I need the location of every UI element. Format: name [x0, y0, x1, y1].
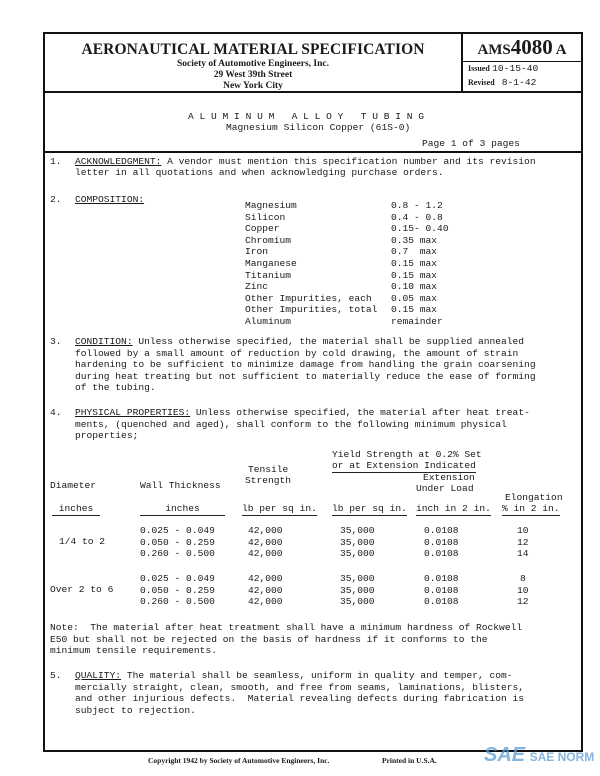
composition-value: 0.4 - 0.8: [391, 211, 443, 223]
yield-cell: 35,000: [340, 548, 375, 559]
tensile-cell: 42,000: [248, 548, 283, 559]
col-unit: lb per sq in.: [242, 503, 317, 514]
col-header: Elongation: [505, 492, 563, 503]
extension-cell: 0.0108: [424, 548, 459, 559]
composition-element: Titanium: [245, 269, 292, 281]
section-text: subject to rejection.: [75, 705, 196, 716]
composition-value: 0.05 max: [391, 292, 438, 304]
tensile-cell: 42,000: [248, 596, 283, 607]
issued-date: 10-15-40: [492, 63, 539, 74]
composition-value: 0.15 max: [391, 304, 438, 316]
copyright: Copyright 1942 by Society of Automotive Engineers, Inc.: [148, 756, 330, 765]
elongation-cell: 10: [517, 525, 529, 536]
section-text: A vendor must mention this specification number and its revision: [161, 156, 536, 167]
composition-element: Manganese: [245, 258, 297, 269]
col-header: Yield Strength at 0.2% Set: [332, 449, 482, 460]
tensile-cell: 42,000: [248, 584, 283, 596]
section-heading: QUALITY:: [75, 670, 122, 681]
composition-value: 0.15- 0.40: [391, 223, 449, 235]
tensile-cell: 42,000: [248, 536, 283, 548]
col-header: or at Extension Indicated: [332, 460, 476, 471]
spec-code: 4080: [510, 35, 553, 59]
composition-element: Aluminum: [245, 316, 292, 327]
printed-in: Printed in U.S.A.: [382, 756, 437, 765]
elongation-cell: 14: [517, 548, 529, 559]
section-text: letter in all quotations and when acknowledging purchase orders.: [75, 167, 444, 178]
doc-subtitle: Magnesium Silicon Copper (61S-0): [226, 122, 411, 133]
document-frame: [43, 32, 583, 752]
elongation-cell: 12: [517, 596, 529, 607]
composition-element: Other Impurities, each: [245, 292, 372, 304]
section-number: 1.: [50, 156, 62, 167]
section-number: 5.: [50, 670, 62, 681]
section-heading: PHYSICAL PROPERTIES:: [75, 407, 191, 418]
section-text: mercially straight, clean, smooth, and free from seams, laminations, blisters,: [75, 682, 525, 693]
extension-cell: 0.0108: [424, 584, 459, 596]
note-text: E50 but shall not be rejected on the basis of hardness if it conforms to the: [50, 634, 488, 645]
wall-cell: 0.025 - 0.049: [140, 573, 215, 584]
col-header: Strength: [245, 475, 292, 486]
col-unit: inches: [52, 503, 100, 516]
composition-value: 0.15 max: [391, 269, 438, 281]
composition-value: 0.8 - 1.2: [391, 200, 443, 211]
note-text: Note: The material after heat treatment shall have a minimum hardness of Rockwell: [50, 622, 523, 633]
composition-value: 0.35 max: [391, 234, 438, 246]
composition-element: Zinc: [245, 281, 269, 293]
section-text: and other injurious defects. Material revealing defects during fabrication is: [75, 693, 525, 704]
header-title: AERONAUTICAL MATERIAL SPECIFICATION: [81, 41, 425, 58]
spec-id-block: [463, 34, 581, 93]
section-number: 4.: [50, 407, 62, 418]
composition-element: Chromium: [245, 234, 292, 246]
yield-cell: 35,000: [340, 584, 375, 596]
extension-cell: 0.0108: [424, 596, 459, 607]
issued-label: Issued: [468, 64, 490, 73]
section-number: 2.: [50, 194, 62, 205]
col-unit: inches: [140, 503, 225, 516]
elongation-cell: 10: [517, 584, 529, 596]
elongation-cell: 8: [520, 573, 526, 584]
title-block: [45, 93, 581, 153]
col-header: Extension: [423, 472, 475, 483]
col-unit: inch in 2 in.: [416, 503, 491, 514]
composition-element: Copper: [245, 223, 280, 235]
spec-revision: A: [555, 42, 567, 58]
doc-title: A L U M I N U M A L L O Y T U B I N G: [188, 111, 425, 122]
col-header: Wall Thickness: [140, 480, 221, 491]
composition-element: Silicon: [245, 211, 286, 223]
section-number: 3.: [50, 336, 62, 347]
yield-cell: 35,000: [340, 596, 375, 607]
spec-number: [463, 34, 581, 62]
yield-cell: 35,000: [340, 525, 375, 536]
section-text: of the tubing.: [75, 382, 156, 393]
society-name: Society of Automotive Engineers, Inc.: [177, 59, 329, 69]
revised-label: Revised: [468, 78, 495, 87]
col-header: Under Load: [416, 483, 474, 494]
section-text: during heat treating but not sufficient to materially reduce the ease of forming: [75, 371, 536, 382]
watermark-text: SAE NORM: [529, 750, 595, 764]
tensile-cell: 42,000: [248, 573, 283, 584]
col-header: Diameter: [50, 480, 97, 491]
elongation-cell: 12: [517, 536, 529, 548]
composition-value: 0.7 max: [391, 246, 438, 258]
street-address: 29 West 39th Street: [213, 70, 293, 80]
wall-cell: 0.025 - 0.049: [140, 525, 215, 536]
col-unit: lb per sq in.: [332, 503, 407, 514]
col-header: Tensile: [248, 464, 289, 475]
composition-value: remainder: [391, 316, 443, 327]
section-text: ments, (quenched and aged), shall conform to the following minimum physical: [75, 419, 507, 430]
page-info: Page 1 of 3 pages: [422, 138, 520, 149]
wall-cell: 0.050 - 0.259: [140, 536, 215, 548]
composition-element: Iron: [245, 246, 269, 258]
city: New York City: [223, 81, 283, 91]
note-text: minimum tensile requirements.: [50, 645, 217, 656]
section-text: Unless otherwise specified, the material after heat treat-: [190, 407, 530, 418]
section-text: Unless otherwise specified, the material shall be supplied annealed: [132, 336, 525, 347]
section-text: hardening to be sufficient to minimize damage from handling the grain coarsening: [75, 359, 536, 370]
yield-cell: 35,000: [340, 536, 375, 548]
section-text: followed by a small amount of reduction by cold drawing, the amount of strain: [75, 348, 519, 359]
diameter-cell: 1/4 to 2: [59, 536, 106, 547]
tensile-cell: 42,000: [248, 525, 283, 536]
diameter-cell: Over 2 to 6: [50, 584, 114, 595]
revised-date: 8-1-42: [501, 77, 537, 88]
section-heading: COMPOSITION:: [75, 194, 145, 205]
section-text: properties;: [75, 430, 139, 441]
wall-cell: 0.050 - 0.259: [140, 584, 215, 596]
extension-cell: 0.0108: [424, 573, 459, 584]
col-unit: % in 2 in.: [502, 503, 560, 514]
composition-value: 0.10 max: [391, 281, 438, 293]
extension-cell: 0.0108: [424, 525, 459, 536]
wall-cell: 0.260 - 0.500: [140, 548, 215, 559]
extension-cell: 0.0108: [424, 536, 459, 548]
header-block: [45, 34, 463, 93]
yield-cell: 35,000: [340, 573, 375, 584]
composition-value: 0.15 max: [391, 258, 438, 269]
section-heading: CONDITION:: [75, 336, 133, 347]
section-text: The material shall be seamless, uniform in quality and temper, com-: [121, 670, 513, 681]
wall-cell: 0.260 - 0.500: [140, 596, 215, 607]
spec-prefix: AMS: [477, 42, 511, 58]
sae-norm-watermark: SAE SAE NORM: [484, 744, 595, 766]
composition-element: Other Impurities, total: [245, 304, 378, 316]
composition-element: Magnesium: [245, 200, 297, 211]
section-heading: ACKNOWLEDGMENT:: [75, 156, 162, 167]
